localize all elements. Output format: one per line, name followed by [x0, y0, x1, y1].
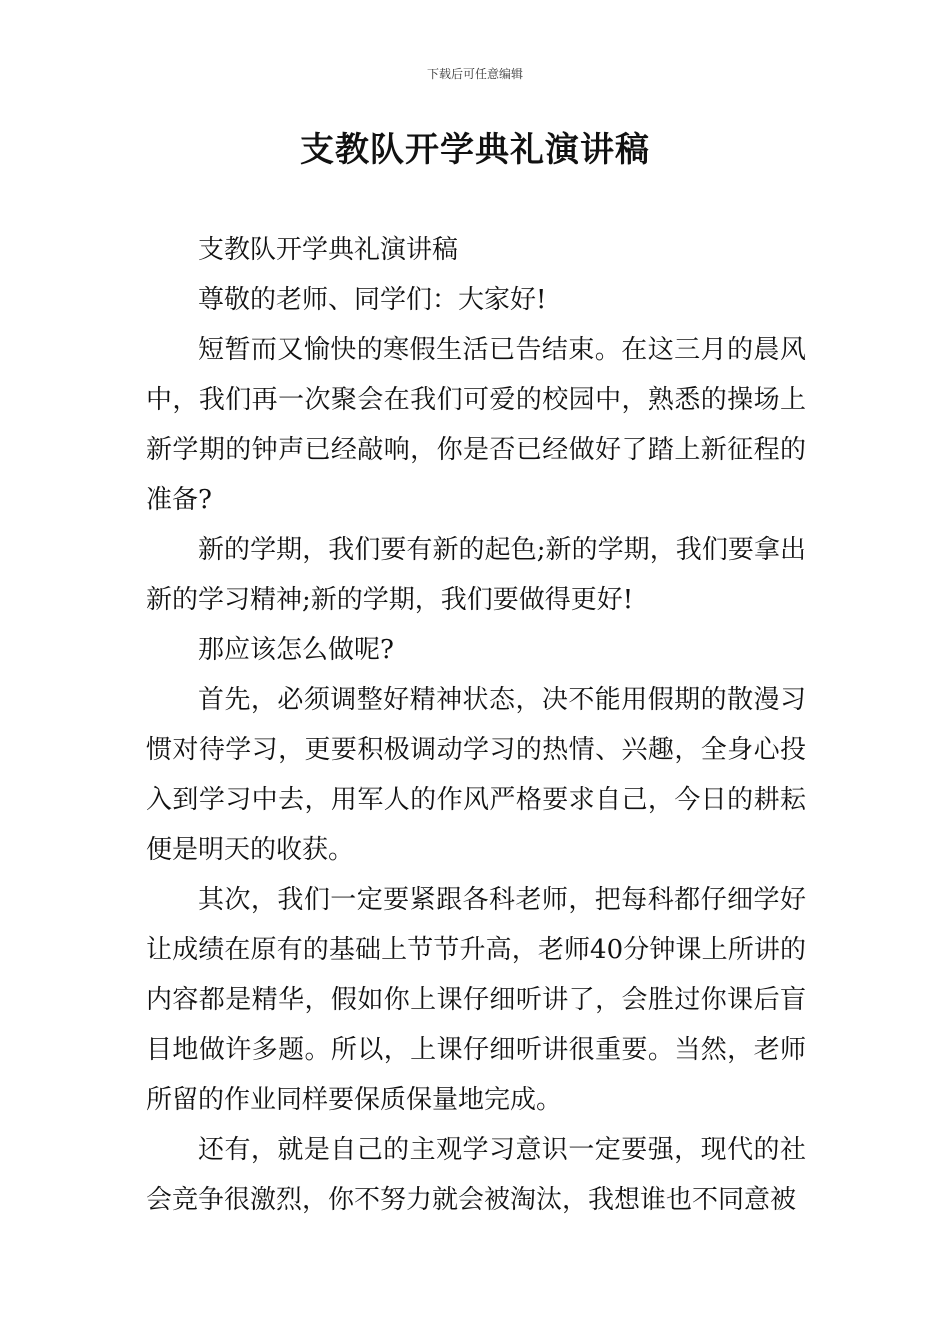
page-header-note: 下载后可任意编辑 — [426, 67, 523, 81]
paragraph: 其次，我们一定要紧跟各科老师，把每科都仔细学好让成绩在原有的基础上节节升高，老师40分钟课上所讲的内容都是精华，假如你上课仔细听讲了，会胜过你课后盲目地做许多题。所以，上课仔细听讲很重要。当然，老师所留的作业同样要保质保量地完成。 — [146, 885, 806, 1115]
document-body — [146, 225, 806, 1225]
paragraph: 还有，就是自己的主观学习意识一定要强，现代的社会竞争很激烈，你不努力就会被淘汰，我想谁也不同意被 — [146, 1135, 806, 1215]
paragraph: 尊敬的老师、同学们：大家好! — [198, 285, 547, 315]
document-title: 支教队开学典礼演讲稿 — [300, 130, 650, 170]
paragraph: 首先，必须调整好精神状态，决不能用假期的散漫习惯对待学习，更要积极调动学习的热情、兴趣，全身心投入到学习中去，用军人的作风严格要求自己，今日的耕耘便是明天的收获。 — [146, 685, 806, 865]
paragraph: 支教队开学典礼演讲稿 — [198, 235, 459, 265]
paragraph: 新的学期，我们要有新的起色;新的学期，我们要拿出新的学习精神;新的学期，我们要做得更好! — [146, 535, 806, 615]
paragraph: 那应该怎么做呢? — [198, 635, 394, 665]
paragraph: 短暂而又愉快的寒假生活已告结束。在这三月的晨风中，我们再一次聚会在我们可爱的校园中，熟悉的操场上新学期的钟声已经敲响，你是否已经做好了踏上新征程的准备? — [146, 335, 806, 515]
